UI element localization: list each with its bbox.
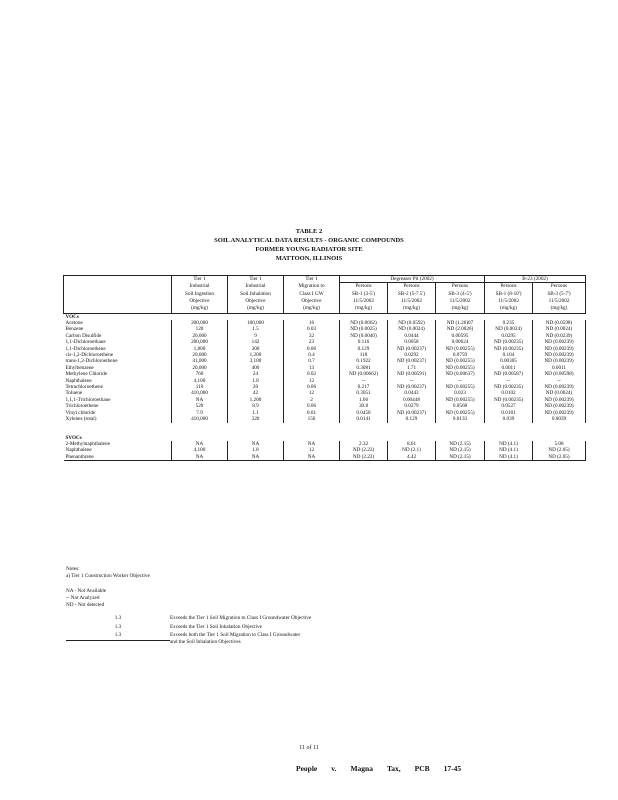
table-cell: 1.8 (228, 447, 284, 453)
table-cell: ND (0.00591) (388, 371, 436, 377)
table-cell: NA (228, 441, 284, 447)
table-cell: 12 (284, 378, 340, 384)
header-sample-2: Persons SB-2 (5-7.5') 11/5/2002 (mg/kg) (388, 283, 436, 313)
table-cell: 16 (284, 320, 340, 326)
table-cell: 0.01 (284, 410, 340, 416)
site-name: FORMER YOUNG RADIATOR SITE (255, 246, 363, 253)
table-cell: 0.0444 (388, 333, 436, 339)
site-location: MATTOON, ILLINOIS (275, 255, 343, 262)
analyte-name: Carbon Disulfide (65, 332, 102, 339)
table-cell: ND (0.00255) (436, 365, 485, 371)
table-cell: ND (0.0024) (388, 326, 436, 332)
table-cell: NA (284, 454, 340, 461)
table-cell: ND (0.0662) (340, 320, 388, 326)
table-cell: ND (0.0040) (340, 333, 388, 339)
table-cell: NA (284, 441, 340, 447)
table-cell: 1,800 (172, 346, 228, 352)
table-cell: ND (0.00235) (485, 346, 533, 352)
table-cell: -- (388, 378, 436, 384)
legend-symbol: 1.3 (114, 623, 122, 630)
table-cell: ND (0.0592) (388, 320, 436, 326)
analyte-name: Xylenes (total) (65, 416, 97, 423)
table-cell: 4,100 (172, 447, 228, 453)
table-cell: ND (0.00239) (533, 346, 586, 352)
table-cell: ND (0.00239) (533, 358, 586, 364)
table-cell: 0.0279 (388, 403, 436, 409)
table-row (64, 454, 586, 461)
analyte-name: Ethylbenzene (65, 364, 94, 371)
table-cell: ND (2.05) (533, 447, 586, 453)
table-cell: ND (0.00598) (533, 371, 586, 377)
table-cell: 0.00305 (485, 358, 533, 364)
table-cell: 0.06 (284, 346, 340, 352)
table-cell: NA (172, 397, 228, 403)
table-cell: 20,000 (172, 352, 228, 358)
table-cell: 0.0058 (388, 339, 436, 345)
table-cell: 0.0039 (533, 416, 586, 422)
section-gap (64, 423, 586, 435)
table-cell: ND (0.00237) (388, 384, 436, 390)
table-cell: 110 (172, 384, 228, 390)
table-cell: 320 (228, 416, 284, 422)
table-cell: ND (0.0024) (533, 390, 586, 396)
header-sample-5: Persons SB-3 (5-7') 11/5/2002 (mg/kg) (533, 283, 586, 313)
table-cell: ND (0.00662) (340, 371, 388, 377)
table-cell: 0.00448 (388, 397, 436, 403)
table-cell: 3,100 (228, 358, 284, 364)
table-cell: 1.1 (228, 410, 284, 416)
table-cell: ND (0.00235) (485, 384, 533, 390)
footer-word: People (296, 764, 318, 773)
legend-description: Exceeds the Tier 1 Soil Inhalation Objective (170, 623, 262, 630)
table-title: SOIL ANALYTICAL DATA RESULTS - ORGANIC COMPOUNDS (214, 237, 404, 244)
table-cell: 0.0133 (436, 416, 485, 422)
legend-description: Exceeds both the Tier 1 Soil Migration to Class I Groundwater (170, 632, 301, 638)
table-cell: -- (436, 378, 485, 384)
table-number: TABLE 2 (295, 228, 323, 235)
table-cell: 0.0568 (436, 403, 485, 409)
table-cell: ND (0.0024) (485, 326, 533, 332)
table-cell: ND (0.00637) (436, 371, 485, 377)
table-cell: 2 (284, 397, 340, 403)
header-sample-1: Persons SB-1 (3-5') 11/5/2002 (mg/kg) (340, 283, 388, 313)
table-cell: 0.03 (284, 326, 340, 332)
table-cell: 0.0443 (388, 390, 436, 396)
footer-word: Tax, (386, 764, 401, 773)
table-cell: 7.9 (172, 410, 228, 416)
table-cell: 1,200 (228, 397, 284, 403)
header-analyte (64, 276, 172, 314)
table-cell: ND (0.00237) (388, 358, 436, 364)
table-cell: -- (340, 378, 388, 384)
analyte-name: 1,1,1-Trichloroethane (65, 396, 111, 403)
table-bottom-rule (64, 461, 586, 462)
table-cell: 0.3081 (340, 365, 388, 371)
note-a: a) Tier 1 Construction Worker Objective (66, 573, 150, 579)
table-cell: 8.61 (388, 441, 436, 447)
table-cell: 760 (172, 371, 228, 377)
analyte-name: Naphthalene (65, 447, 92, 454)
table-cell: 0.217 (340, 384, 388, 390)
footer-word: 17-45 (443, 764, 462, 773)
table-cell: 0.023 (436, 390, 485, 396)
analyte-name: Naphthalene (65, 377, 92, 384)
table-cell: 120 (172, 326, 228, 332)
notes-heading: Notes: (66, 566, 80, 572)
table-cell: 1.5 (228, 326, 284, 332)
section-header: VOCs (65, 313, 79, 320)
table-cell: 12 (284, 390, 340, 396)
table-cell: 12 (284, 447, 340, 453)
legend-symbol: 1.3 (66, 631, 170, 641)
table-cell: 0.235 (485, 320, 533, 326)
table-cell: 0.0141 (340, 416, 388, 422)
table-cell: 200,000 (172, 339, 228, 345)
analyte-name: Tetrachloroethene (65, 384, 103, 391)
table-cell: 24 (228, 371, 284, 377)
legend-row (66, 638, 420, 647)
table-cell: 0.7 (284, 358, 340, 364)
table-cell: NA (172, 454, 228, 461)
table-cell: ND (0.00235) (485, 339, 533, 345)
header-group-b23: B-23 (2002) (485, 276, 586, 283)
analyte-name: 1,1-Dichloroethene (65, 345, 106, 352)
table-cell: 400 (228, 365, 284, 371)
legend-symbol: 1.3 (114, 615, 122, 621)
table-cell: ND (0.00239) (533, 397, 586, 403)
table-cell: 0.0458 (340, 410, 388, 416)
legend-symbol (66, 638, 170, 647)
table-cell: 0.129 (388, 416, 436, 422)
table-cell: 23 (284, 339, 340, 345)
table-cell: ND (0.0025) (340, 326, 388, 332)
table-cell: 8.9 (228, 403, 284, 409)
table-cell: 4.42 (388, 454, 436, 461)
table-cell: -- (485, 378, 533, 384)
table-cell: 142 (228, 339, 284, 345)
table-cell: ND (0.00255) (436, 358, 485, 364)
table-cell: ND (0.00239) (533, 339, 586, 345)
table-cell: ND (4.1) (485, 447, 533, 453)
table-cell: 0.0527 (485, 403, 533, 409)
table-cell: 0.00624 (436, 339, 485, 345)
table-cell: ND (0.00239) (533, 410, 586, 416)
footer-word: Magna (350, 764, 373, 773)
table-cell: 20,000 (172, 333, 228, 339)
header-group-degreaser-pit: Degreaser Pit (2002) (340, 276, 485, 283)
table-cell: ND (2.22) (340, 447, 388, 453)
table-cell: 0.116 (340, 339, 388, 345)
table-cell: ND (0.0024) (533, 326, 586, 332)
table-cell: 1.71 (388, 365, 436, 371)
table-cell: 0.0295 (485, 333, 533, 339)
table-cell: NA (172, 441, 228, 447)
table-cell: ND (0.00239) (533, 403, 586, 409)
table-cell: 0.0292 (388, 352, 436, 358)
table-cell: ND (2.15) (436, 447, 485, 453)
table-cell: 0.06 (284, 384, 340, 390)
header-tier1-inhalation: Tier 1 Industrial Soil Inhalation Objective (mg/kg) (228, 276, 284, 314)
analyte-name: Methylene Chloride (65, 371, 108, 378)
analyte-name: cis-1,2-Dichloroethene (65, 352, 114, 359)
table-cell: 13 (284, 365, 340, 371)
header-sample-4: Persons SB-1 (8-10') 11/5/2002 (mg/kg) (485, 283, 533, 313)
table-cell: ND (4.1) (485, 454, 533, 461)
table-cell: 9 (228, 333, 284, 339)
case-footer (296, 764, 461, 773)
results-table (63, 275, 586, 461)
table-cell: ND (0.00239) (533, 384, 586, 390)
table-cell: 100,000 (228, 320, 284, 326)
table-cell: ND (0.0239) (533, 333, 586, 339)
table-cell: 0.00595 (436, 333, 485, 339)
table-cell: 0.0011 (485, 365, 533, 371)
analyte-name: Vinyl chloride (65, 409, 96, 416)
analyte-name: 1,1-Dichloroethane (65, 339, 106, 346)
table-cell: ND (0.00239) (533, 352, 586, 358)
analyte-name: Trichloroethene (65, 403, 99, 410)
table-cell: 300 (228, 346, 284, 352)
analyte-name: Toluene (65, 390, 83, 397)
table-cell: 2.32 (340, 441, 388, 447)
footer-word: PCB (414, 764, 430, 773)
table-cell: ND (0.00237) (388, 346, 436, 352)
table-cell: 1,200 (228, 352, 284, 358)
table-cell: 410,000 (172, 416, 228, 422)
table-cell: 42 (228, 390, 284, 396)
analyte-name: Acetone (65, 320, 83, 326)
table-cell: 0.06 (284, 403, 340, 409)
table-cell: ND (0.00255) (436, 410, 485, 416)
table-cell: 0.0011 (533, 365, 586, 371)
table-cell: ND (2.1) (388, 447, 436, 453)
table-cell: 0.3051 (340, 390, 388, 396)
table-cell: 150 (284, 416, 340, 422)
header-tier1-migration: Tier 1 Migration to Class I GW Objective (mg/kg) (284, 276, 340, 314)
footer-word: v. (331, 764, 337, 773)
table-cell: 32 (284, 333, 340, 339)
analyte-name: Phenanthrene (65, 453, 94, 460)
table-cell: -- (533, 378, 586, 384)
legend-description: and the Soil Inhalation Objectives (170, 638, 241, 645)
table-cell: 5.08 (533, 441, 586, 447)
table-cell: 4,100 (172, 378, 228, 384)
table-cell: ND (2.22) (340, 454, 388, 461)
table-cell: 118 (340, 352, 388, 358)
note-nd: ND - Not detected (66, 602, 105, 608)
table-cell: 0.02 (284, 371, 340, 377)
legend-row (66, 623, 420, 632)
note-na: NA - Not Available (66, 588, 107, 594)
table-cell: NA (228, 454, 284, 461)
analyte-name: Benzene (65, 326, 84, 333)
table-cell: 200,000 (172, 320, 228, 326)
table-cell: 20 (228, 384, 284, 390)
table-cell: ND (2.15) (436, 441, 485, 447)
table-cell: 410,000 (172, 390, 228, 396)
table-cell: ND (1.26)07 (436, 320, 485, 326)
legend-row (66, 614, 420, 623)
table-cell: 520 (172, 403, 228, 409)
table-cell: ND (0.00587) (485, 371, 533, 377)
analyte-name: trans-1,2-Dichloroethene (65, 358, 118, 365)
table-cell: ND (2.0026) (436, 326, 485, 332)
table-cell: ND (0.00255) (436, 397, 485, 403)
table-cell: 30.8 (340, 403, 388, 409)
section-header: SVOCs (65, 434, 82, 441)
table-cell: ND (0.00235) (485, 397, 533, 403)
table-cell: 20,000 (172, 365, 228, 371)
header-tier1-ingestion: Tier 1 Industrial Soil Ingestion Objective (mg/kg) (172, 276, 228, 314)
table-cell: ND (0.00255) (436, 384, 485, 390)
table-cell: 0.129 (340, 346, 388, 352)
header-sample-3: Persons SB-3 (4-5') 11/5/2002 (mg/kg) (436, 283, 485, 313)
table-cell: 0.0759 (436, 352, 485, 358)
table-cell: 0.039 (485, 416, 533, 422)
table-cell: ND (0.0598) (533, 320, 586, 326)
table-cell: 41,000 (172, 358, 228, 364)
table-cell: ND (0.00255) (436, 346, 485, 352)
table-cell: ND (4.1) (485, 441, 533, 447)
table-cell: ND (0.00237) (388, 410, 436, 416)
table-cell: 1.8 (228, 378, 284, 384)
table-cell: 0.1922 (340, 358, 388, 364)
table-cell: ND (2.05) (533, 454, 586, 461)
table-cell: 0.104 (485, 352, 533, 358)
table-cell: 0.0102 (485, 390, 533, 396)
table-cell: 0.0181 (485, 410, 533, 416)
analyte-name: 2-Methylnaphthalene (65, 440, 110, 447)
legend (66, 614, 420, 646)
table-cell: ND (2.15) (436, 454, 485, 461)
legend-description: Exceeds the Tier 1 Soil Migration to Class I Groundwater Objective (170, 615, 312, 621)
note-not-analyzed: -- Not Analyzed (66, 595, 100, 601)
table-cell: 0.4 (284, 352, 340, 358)
table-cell: 1.66 (340, 397, 388, 403)
page-number: 11 of 11 (299, 745, 319, 751)
